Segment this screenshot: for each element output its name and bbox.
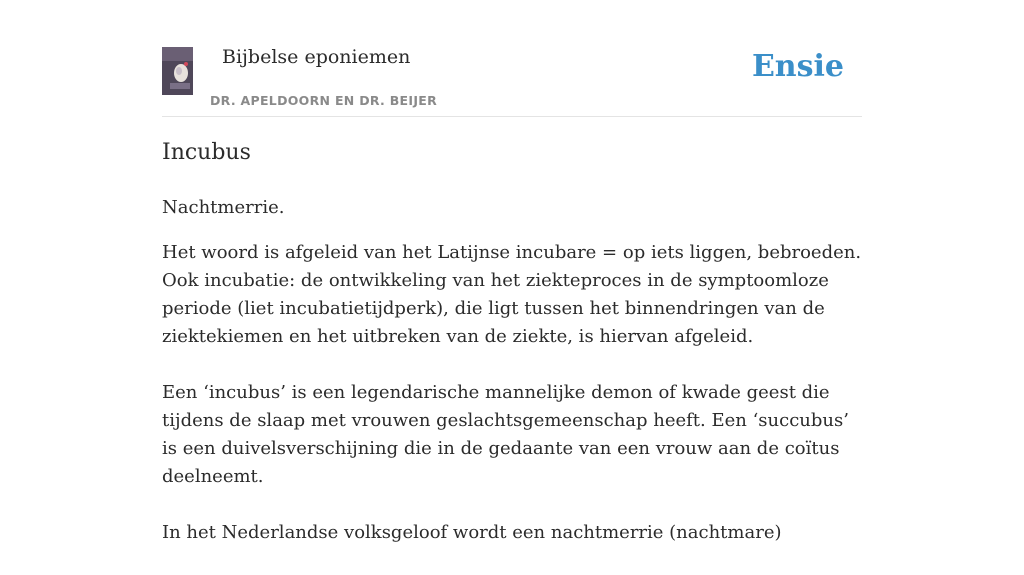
ensie-logo[interactable]: Ensie (751, 49, 844, 84)
entry-summary: Nachtmerrie. (162, 197, 285, 218)
book-authors: DR. APELDOORN EN DR. BEIJER (210, 93, 438, 108)
entry-title: Incubus (162, 140, 251, 165)
entry-body (162, 239, 862, 575)
page (162, 0, 862, 543)
book-title[interactable]: Bijbelse eponiemen (222, 46, 411, 68)
entry-paragraph: In het Nederlandse volksgeloof wordt een nachtmerrie (nachtmare) (162, 522, 782, 543)
book-cover-icon[interactable] (162, 47, 193, 95)
entry-paragraph: Het woord is afgeleid van het Latijnse incubare = op iets liggen, bebroeden. Ook incubatie: de ontwikkeling van het ziekteproces in de symptoomloze periode (liet incubatietijdperk), die ligt tussen het binnendringen van de ziektekiemen en het uitbreken van de ziekte, is hiervan afgeleid. (162, 242, 862, 347)
book-header (162, 44, 862, 117)
entry-paragraph: Een ‘incubus’ is een legendarische mannelijke demon of kwade geest die tijdens de slaap met vrouwen geslachtsgemeenschap heeft. Een ‘succubus’ is een duivelsverschijning die in de gedaante van een vrouw aan de coïtus deelneemt. (162, 382, 849, 487)
